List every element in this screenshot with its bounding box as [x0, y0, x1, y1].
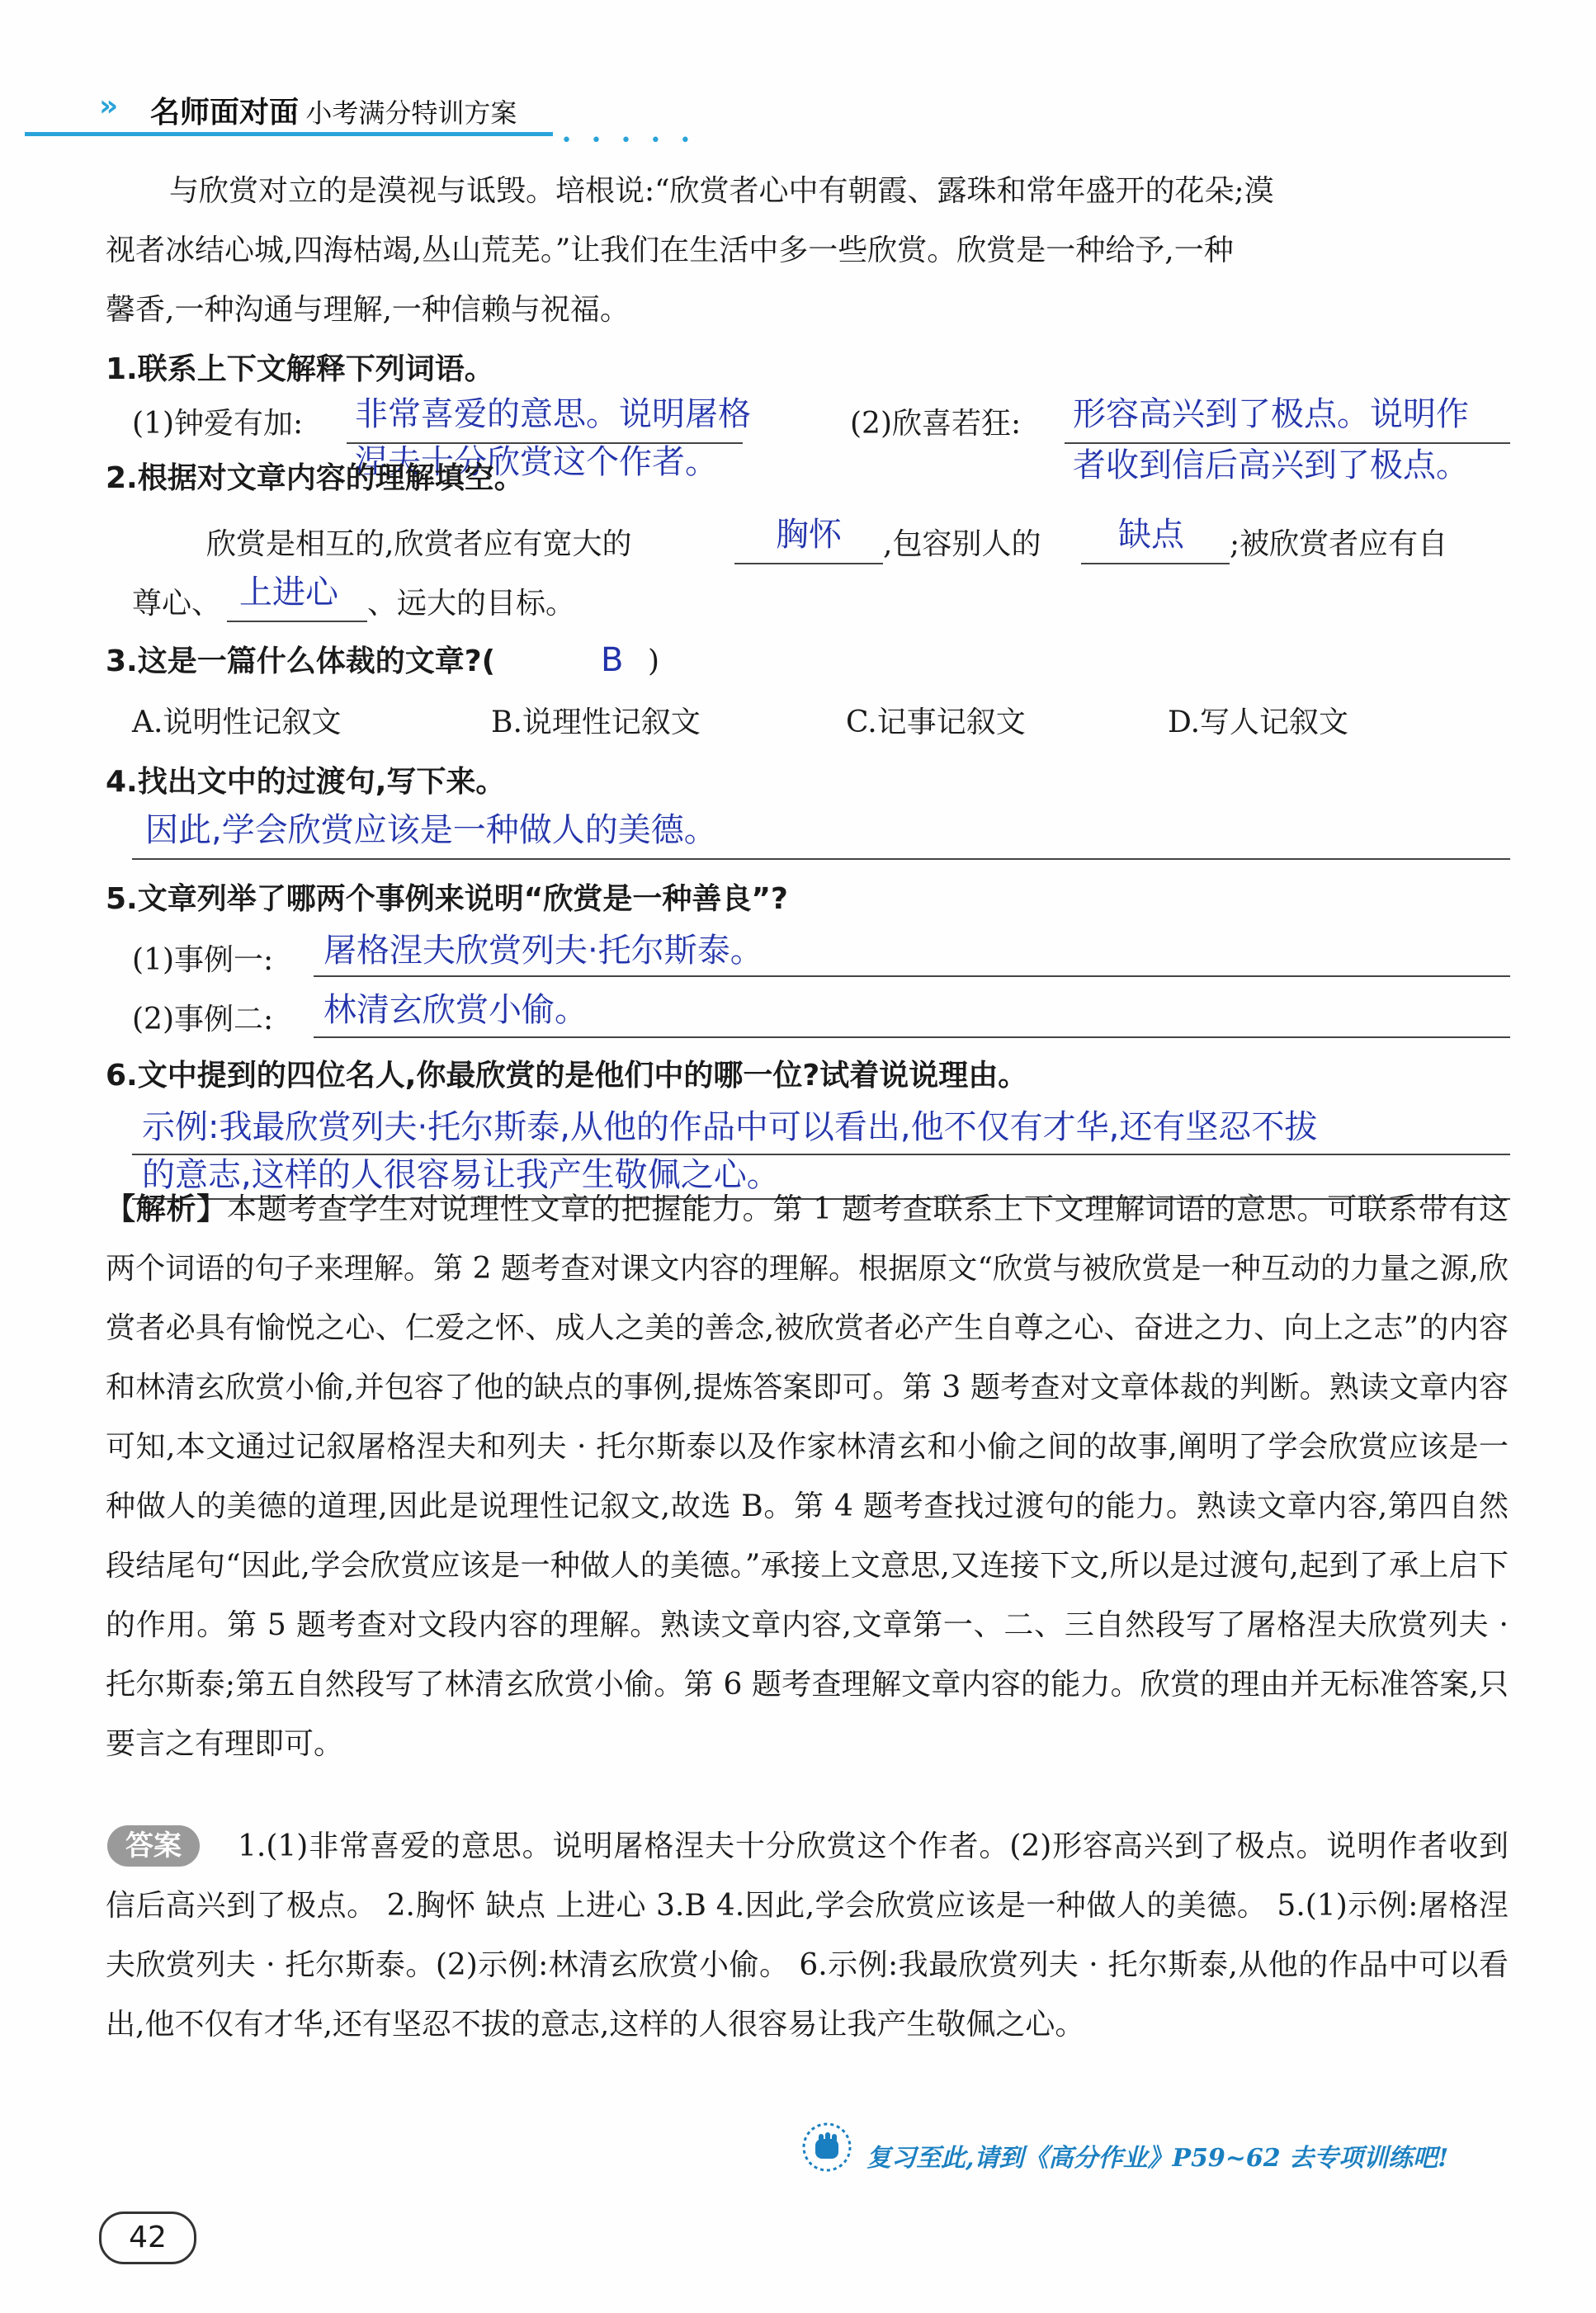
- q5-stem: 5.文章列举了哪两个事例来说明“欣赏是一种善良”?: [106, 882, 788, 916]
- q3-answer: B: [601, 641, 624, 679]
- q2-stem: 2.根据对文章内容的理解填空。: [106, 461, 524, 495]
- header-subtitle: · 小考满分特训方案: [289, 97, 517, 129]
- q4-underline: [132, 858, 1510, 860]
- q2-text-5: 、远大的目标。: [367, 587, 576, 621]
- q6-answer-line2: 的意志,这样的人很容易让我产生敬佩之心。: [142, 1156, 780, 1194]
- q6-stem: 6.文中提到的四位名人,你最欣赏的是他们中的哪一位?试着说说理由。: [106, 1059, 1028, 1093]
- q2-text-3: ;被欣赏者应有自: [1230, 527, 1448, 561]
- q5-example2-answer: 林清玄欣赏小偷。: [323, 991, 588, 1029]
- q5-example1-underline: [314, 975, 1510, 977]
- q1-b-answer-line2: 者收到信后高兴到了极点。: [1073, 446, 1469, 484]
- q3-stem: 3.这是一篇什么体裁的文章?(: [106, 644, 496, 678]
- answer-paragraph: 1.(1)非常喜爱的意思。说明屠格涅夫十分欣赏这个作者。(2)形容高兴到了极点。说明作者收到信后高兴到了极点。 2.胸怀 缺点 上进心 3.B 4.因此,学会欣赏应该是一种做人的美德。 5.(1)示例:屠格涅夫欣赏列夫 · 托尔斯泰。(2)示例:林清玄欣赏小偷。 6.示例:我最欣赏列夫 · 托尔斯泰,从他的作品中可以看出,他不仅有才华,还有坚忍不拔的意志,这样的人很容易让我产生敬佩之心。: [106, 1829, 1509, 2042]
- q2-blank-2-line: [1081, 563, 1230, 564]
- q6-underline: [132, 1154, 1510, 1155]
- passage-line-2: 视者冰结心城,四海枯竭,丛山荒芜。”让我们在生活中多一些欣赏。欣赏是一种给予,一种: [106, 234, 1234, 267]
- header-dots: • • • • •: [561, 130, 697, 151]
- passage-line-1: 与欣赏对立的是漠视与诋毁。培根说:“欣赏者心中有朝霞、露珠和常年盛开的花朵;漠: [169, 174, 1274, 208]
- q3-close-paren: ): [648, 644, 660, 678]
- q2-text-2: ,包容别人的: [883, 527, 1041, 561]
- q2-text-4: 尊心、: [132, 587, 222, 621]
- q1-stem: 1.联系上下文解释下列词语。: [106, 352, 494, 386]
- q3-option-b: B.说理性记叙文: [491, 706, 701, 739]
- header-rule: [25, 132, 553, 136]
- q2-text-1: 欣赏是相互的,欣赏者应有宽大的: [206, 527, 632, 561]
- analysis-paragraph: [106, 1180, 1509, 1774]
- q5-example2-underline: [314, 1036, 1510, 1038]
- q6-answer-line1: 示例:我最欣赏列夫·托尔斯泰,从他的作品中可以看出,他不仅有才华,还有坚忍不拔: [142, 1108, 1318, 1146]
- analysis-text: 本题考查学生对说理性文章的把握能力。第 1 题考查联系上下文理解词语的意思。可联系带有这两个词语的句子来理解。第 2 题考查对课文内容的理解。根据原文“欣赏与被欣赏是一种互动的力量之源,欣赏者必具有愉悦之心、仁爱之怀、成人之美的善念,被欣赏者必产生自尊之心、奋进之力、向上之志”的内容和林清玄欣赏小偷,并包容了他的缺点的事例,提炼答案即可。第 3 题考查对文章体裁的判断。熟读文章内容可知,本文通过记叙屠格涅夫和列夫 · 托尔斯泰以及作家林清玄和小偷之间的故事,阐明了学会欣赏应该是一种做人的美德的道理,因此是说理性记叙文,故选 B。第 4 题考查找过渡句的能力。熟读文章内容,第四自然段结尾句“因此,学会欣赏应该是一种做人的美德。”承接上文意思,又连接下文,所以是过渡句,起到了承上启下的作用。第 5 题考查对文段内容的理解。熟读文章内容,文章第一、二、三自然段写了屠格涅夫欣赏列夫 · 托尔斯泰;第五自然段写了林清玄欣赏小偷。第 6 题考查理解文章内容的能力。欣赏的理由并无标准答案,只要言之有理即可。: [106, 1192, 1509, 1761]
- q1-b-label: (2)欣喜若狂:: [850, 407, 1022, 441]
- q2-blank-2: 缺点: [1118, 516, 1184, 554]
- q2-blank-3-line: [227, 621, 367, 622]
- analysis-tag: 【解析】: [106, 1192, 227, 1226]
- footer-practice-note: 复习至此,请到《高分作业》P59~62 去专项训练吧!: [866, 2144, 1449, 2173]
- q3-option-d: D.写人记叙文: [1168, 706, 1349, 739]
- q3-option-c: C.记事记叙文: [846, 706, 1026, 739]
- q1-b-underline: [1065, 442, 1510, 444]
- q2-blank-1-line: [734, 563, 883, 564]
- fist-icon: [800, 2121, 853, 2174]
- double-chevron-icon: »: [99, 89, 119, 123]
- q2-blank-1: 胸怀: [776, 516, 842, 554]
- page-number: 42: [99, 2212, 196, 2264]
- header-brand: 名师面对面: [150, 96, 300, 130]
- q5-example1-label: (1)事例一:: [132, 943, 274, 977]
- q1-a-answer-line1: 非常喜爱的意思。说明屠格: [355, 395, 751, 433]
- q4-stem: 4.找出文中的过渡句,写下来。: [106, 765, 506, 799]
- q1-a-answer-line2: 涅夫十分欣赏这个作者。: [355, 443, 718, 481]
- q5-example1-answer: 屠格涅夫欣赏列夫·托尔斯泰。: [323, 932, 763, 970]
- passage-line-3: 馨香,一种沟通与理解,一种信赖与祝福。: [106, 293, 630, 327]
- q1-b-answer-line1: 形容高兴到了极点。说明作: [1073, 395, 1469, 433]
- q3-option-a: A.说明性记叙文: [132, 706, 342, 739]
- q1-a-label: (1)钟爱有加:: [132, 407, 304, 441]
- q5-example2-label: (2)事例二:: [132, 1003, 274, 1036]
- answer-badge: 答案: [107, 1825, 200, 1867]
- q4-answer: 因此,学会欣赏应该是一种做人的美德。: [145, 811, 717, 849]
- q2-blank-3: 上进心: [239, 574, 338, 611]
